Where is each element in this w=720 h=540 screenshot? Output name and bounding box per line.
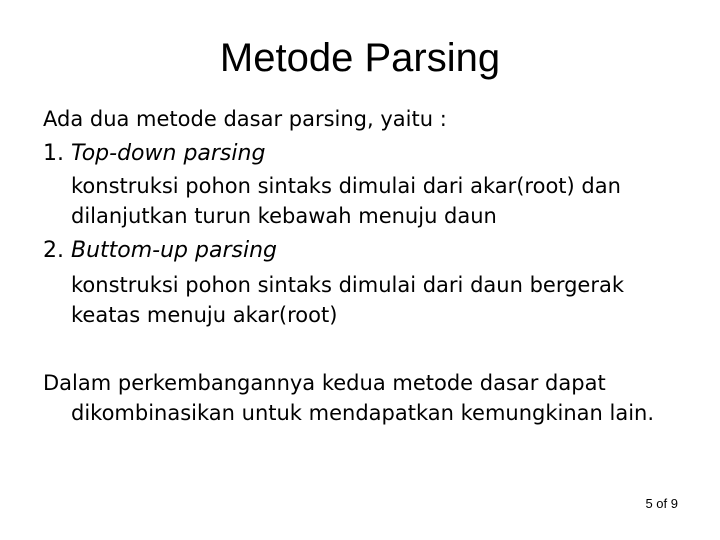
conclusion-line: dikombinasikan untuk mendapatkan kemungkinan lain. [71, 401, 655, 425]
list-item-number: 1. [43, 141, 64, 166]
slide-title: Metode Parsing [219, 36, 501, 80]
list-item-term: Buttom-up parsing [71, 238, 277, 263]
list-item-term: Top-down parsing [71, 141, 266, 166]
conclusion-line: Dalam perkembangannya kedua metode dasar dapat [43, 371, 606, 395]
intro-text: Ada dua metode dasar parsing, yaitu : [43, 107, 447, 131]
list-item-top-down [43, 139, 265, 169]
list-item-description-line: keatas menuju akar(root) [71, 303, 338, 327]
list-item-number: 2. [43, 238, 64, 263]
list-item-description-line: dilanjutkan turun kebawah menuju daun [71, 204, 497, 228]
list-item-bottom-up [43, 236, 277, 266]
list-item-description-line: konstruksi pohon sintaks dimulai dari akar(root) dan [71, 174, 621, 198]
list-item-description-line: konstruksi pohon sintaks dimulai dari daun bergerak [71, 273, 624, 297]
page-number: 5 of 9 [645, 496, 678, 511]
